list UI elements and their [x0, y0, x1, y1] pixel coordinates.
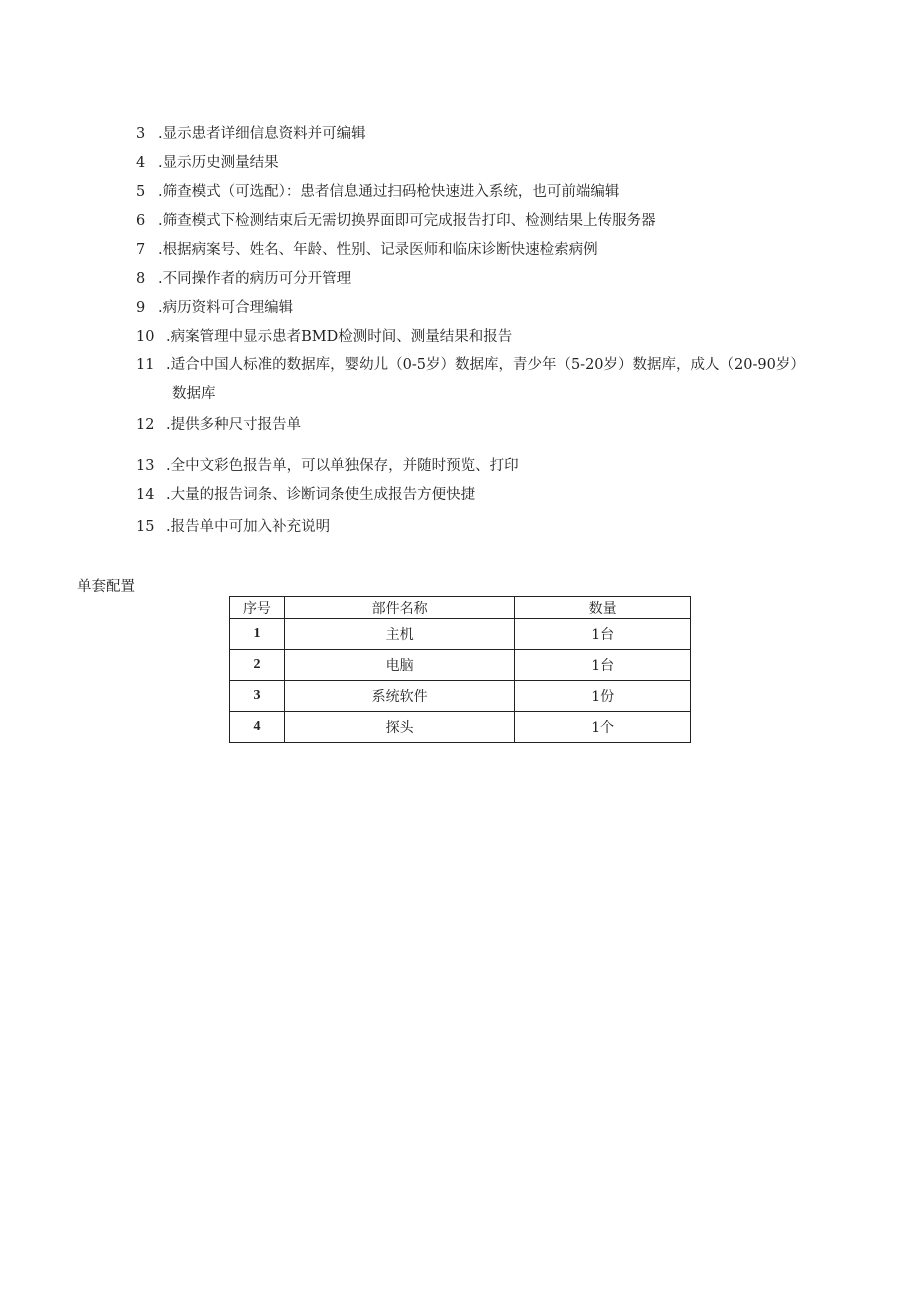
feature-text: .病历资料可合理编辑 — [158, 300, 294, 316]
feature-item-11-continuation: 数据库 — [172, 386, 216, 402]
feature-item-5 — [136, 182, 619, 202]
section-title-single-config: 单套配置 — [77, 579, 135, 595]
feature-text: .筛查模式下检测结束后无需切换界面即可完成报告打印、检测结果上传服务器 — [158, 213, 656, 229]
feature-item-7 — [136, 240, 598, 260]
row-index: 2 — [230, 650, 285, 681]
row-part-name: 主机 — [284, 619, 514, 650]
feature-text: .显示患者详细信息资料并可编辑 — [158, 126, 366, 142]
feature-number: 10 — [136, 329, 155, 345]
feature-number: 12 — [136, 417, 155, 433]
feature-number: 8 — [136, 271, 146, 287]
feature-number: 13 — [136, 458, 155, 474]
feature-number: 15 — [136, 519, 155, 535]
feature-item-8 — [136, 269, 351, 289]
row-quantity: 1份 — [515, 681, 691, 712]
feature-item-9 — [136, 298, 293, 318]
table-row — [230, 650, 691, 681]
table-row — [230, 681, 691, 712]
header-quantity: 数量 — [515, 597, 691, 619]
feature-text: .报告单中可加入补充说明 — [166, 519, 331, 535]
row-quantity: 1个 — [515, 712, 691, 743]
feature-item-4 — [136, 153, 279, 173]
feature-number: 11 — [136, 357, 155, 373]
row-part-name: 系统软件 — [284, 681, 514, 712]
feature-item-3 — [136, 124, 366, 144]
feature-text: .大量的报告词条、诊断词条使生成报告方便快捷 — [166, 487, 476, 503]
config-table — [229, 596, 691, 743]
table-row — [230, 619, 691, 650]
feature-item-10 — [136, 327, 512, 347]
feature-text: .筛查模式（可选配）：患者信息通过扫码枪快速进入系统，也可前端编辑 — [158, 184, 620, 200]
table-header-row — [230, 597, 691, 619]
table-row — [230, 712, 691, 743]
feature-number: 6 — [136, 213, 146, 229]
feature-text: .适合中国人标准的数据库，婴幼儿（0-5岁）数据库，青少年（5-20岁）数据库，成人（20-90岁） — [166, 357, 805, 373]
feature-text: .不同操作者的病历可分开管理 — [158, 271, 352, 287]
header-index: 序号 — [230, 597, 285, 619]
row-index: 4 — [230, 712, 285, 743]
feature-number: 7 — [136, 242, 146, 258]
feature-number: 3 — [136, 126, 146, 142]
feature-number: 14 — [136, 487, 155, 503]
feature-text: .病案管理中显示患者BMD检测时间、测量结果和报告 — [166, 329, 513, 345]
feature-number: 4 — [136, 155, 146, 171]
feature-item-13 — [136, 456, 519, 476]
row-part-name: 电脑 — [284, 650, 514, 681]
feature-text: .显示历史测量结果 — [158, 155, 279, 171]
row-part-name: 探头 — [284, 712, 514, 743]
feature-number: 9 — [136, 300, 146, 316]
feature-item-12 — [136, 415, 301, 435]
feature-item-11 — [136, 355, 805, 375]
feature-number: 5 — [136, 184, 146, 200]
row-index: 3 — [230, 681, 285, 712]
row-quantity: 1台 — [515, 619, 691, 650]
feature-text: .根据病案号、姓名、年龄、性别、记录医师和临床诊断快速检索病例 — [158, 242, 598, 258]
feature-item-14 — [136, 485, 475, 505]
feature-item-15 — [136, 517, 330, 537]
row-quantity: 1台 — [515, 650, 691, 681]
header-part-name: 部件名称 — [284, 597, 514, 619]
row-index: 1 — [230, 619, 285, 650]
feature-item-6 — [136, 211, 656, 231]
feature-text: .全中文彩色报告单，可以单独保存，并随时预览、打印 — [166, 458, 519, 474]
feature-text: .提供多种尺寸报告单 — [166, 417, 302, 433]
